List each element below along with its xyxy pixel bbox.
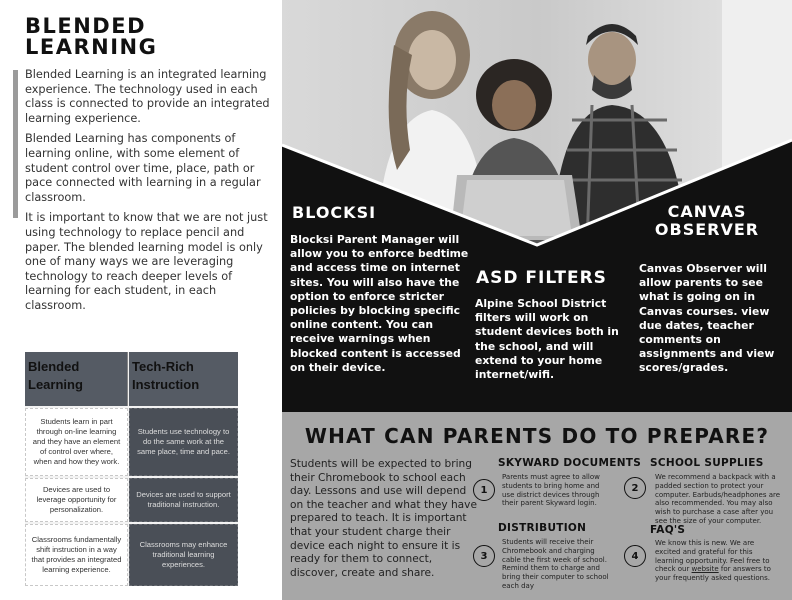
distribution-heading: DISTRIBUTION <box>498 522 587 534</box>
prepare-text: Students will be expected to bring their Chromebook to school each day. Lessons and use will depend on the teacher and what they have prepared to teach. It is important that your student charge their device each night to ensure it is ready for them to connect, discover, create and share. <box>290 458 477 579</box>
prepare-title: WHAT CAN PARENTS DO TO PREPARE? <box>304 424 770 448</box>
faqs-text <box>655 539 773 583</box>
grid-header-blended: Blended Learning <box>25 352 128 406</box>
step-number-3: 3 <box>473 545 495 567</box>
page-title: BLENDED LEARNING <box>25 14 158 59</box>
skyward-documents-text: Parents must agree to allow students to bring home and use district devices through their parent Skyward login. <box>502 473 600 508</box>
skyward-documents-heading: SKYWARD DOCUMENTS <box>498 457 642 469</box>
left-column <box>0 0 282 600</box>
grid-cell-blended-1: Students learn in part through on-line learning and they have an element of control over where, when and how they work. <box>25 408 128 476</box>
step-number-4: 4 <box>624 545 646 567</box>
faqs-text-before: We know this is new. We are excited and grateful for this learning opportunity. Feel free to check our <box>655 539 770 574</box>
school-supplies-text: We recommend a backpack with a padded section to protect your computer. Earbuds/headphones are also recommended. You may also wish to purchase a case after you see the size of your computer. <box>655 473 781 525</box>
asd-filters-heading: ASD FILTERS <box>476 268 607 288</box>
website-link[interactable]: website <box>691 565 719 574</box>
canvas-observer-text: Canvas Observer will allow parents to see what is going on in Canvas courses. view due dates, teacher comments on assignments and view scores/grades. <box>639 262 775 375</box>
grid-cell-tech-3: Classrooms may enhance traditional learning experiences. <box>129 524 238 586</box>
grid-cell-blended-2: Devices are used to leverage opportunity for personalization. <box>25 478 128 522</box>
grid-cell-tech-1: Students use technology to do the same work at the same place, time and pace. <box>129 408 238 476</box>
grid-cell-tech-2: Devices are used to support traditional instruction. <box>129 478 238 522</box>
right-panel <box>282 0 792 600</box>
blocksi-heading: BLOCKSI <box>292 203 377 222</box>
accent-bar <box>13 70 18 218</box>
step-number-1: 1 <box>473 479 495 501</box>
intro-paragraph-2: Blended Learning has components of learning online, with some element of student control over time, place, path or pace connected with learning in a regular classroom. <box>25 132 261 204</box>
intro-paragraph-3: It is important to know that we are not just using technology to replace pencil and paper. The blended learning model is only one of many ways we are leveraging technology to reach deeper levels of learning for each student, in each classroom. <box>25 211 268 312</box>
intro-paragraph-1: Blended Learning is an integrated learning experience. The technology used in each class is connected to provide an integrated learning experience. <box>25 68 270 125</box>
faqs-text-after: for answers to your frequently asked questions. <box>655 565 771 583</box>
distribution-text: Students will receive their Chromebook and charging cable the first week of school. Remind them to charge and bring their computer to school each day <box>502 538 609 590</box>
blocksi-text: Blocksi Parent Manager will allow you to enforce bedtime and access time on internet sites. You will also have the option to enforce stricter policies by blocking specific online content. You can receive warnings when blocked content is accessed on their device. <box>290 233 469 374</box>
school-supplies-heading: SCHOOL SUPPLIES <box>650 457 764 469</box>
canvas-heading-line-2: OBSERVER <box>654 220 760 239</box>
comparison-grid <box>25 352 238 586</box>
canvas-heading-line-1: CANVAS <box>667 202 747 221</box>
canvas-observer-heading <box>627 203 787 239</box>
intro-text <box>25 68 275 320</box>
step-number-2: 2 <box>624 477 646 499</box>
grid-header-tech-rich: Tech-Rich Instruction <box>129 352 238 406</box>
grid-cell-blended-3: Classrooms fundamentally shift instruction in a way that provides an integrated learning experience. <box>25 524 128 586</box>
faqs-heading: FAQ'S <box>650 524 686 536</box>
asd-filters-text: Alpine School District filters will work on student devices both in the school, and will extend to your home internet/wifi. <box>475 297 619 382</box>
